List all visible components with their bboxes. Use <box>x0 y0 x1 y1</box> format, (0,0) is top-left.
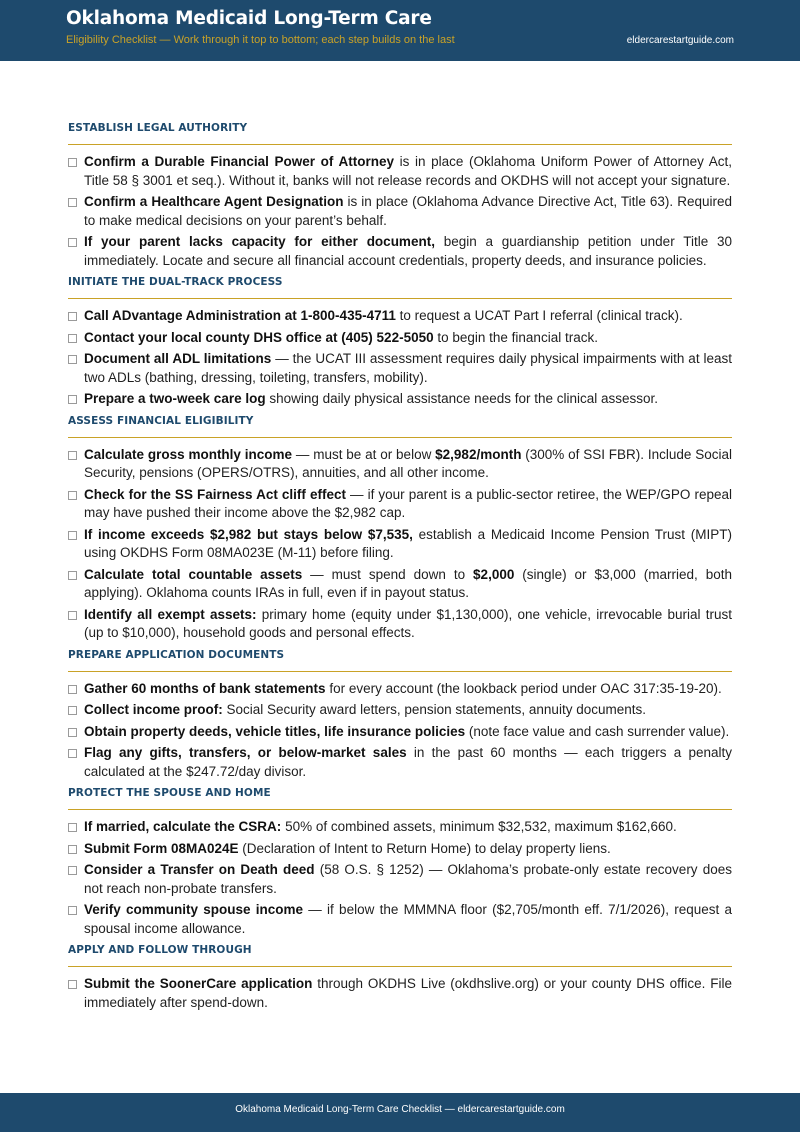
item-emphasis: $2,000 <box>473 566 515 582</box>
checklist-item <box>68 840 732 859</box>
checklist-item <box>68 723 732 742</box>
checkbox[interactable] <box>68 749 77 758</box>
checklist-section <box>68 122 732 270</box>
item-text <box>84 350 732 387</box>
item-emphasis: Call ADvantage Administration at 1-800-435-4711 <box>84 308 396 323</box>
item-emphasis: Calculate gross monthly income <box>84 446 293 462</box>
checklist-item <box>68 390 732 409</box>
checkbox[interactable] <box>68 531 77 540</box>
item-text <box>84 818 732 837</box>
section-title: ASSESS FINANCIAL ELIGIBILITY <box>68 415 732 438</box>
item-text <box>84 840 732 859</box>
checklist-item <box>68 680 732 699</box>
checklist-item <box>68 307 732 326</box>
page-footer <box>0 1093 800 1132</box>
page-subtitle: Eligibility Checklist — Work through it top to bottom; each step builds on the last <box>66 34 455 46</box>
checkbox[interactable] <box>68 706 77 715</box>
item-text <box>84 566 732 603</box>
item-text <box>84 901 732 938</box>
item-text <box>84 307 732 326</box>
item-detail: (Declaration of Intent to Return Home) to delay property liens. <box>238 840 611 856</box>
section-title: APPLY AND FOLLOW THROUGH <box>68 944 732 967</box>
item-emphasis: Prepare a two-week care log <box>84 391 266 406</box>
item-text <box>84 701 732 720</box>
item-detail: — if below the MMMNA floor ($2,705/month eff. 7/1/2026), request a spousal income allowance. <box>84 902 732 936</box>
item-detail: establish a Medicaid Income Pension Trust (MIPT) using OKDHS Form 08MA023E (M-11) before filing. <box>84 526 732 560</box>
item-detail: — if your parent is a public-sector retiree, the WEP/GPO repeal may have pushed their income above the $2,982 cap. <box>84 486 732 520</box>
checkbox[interactable] <box>68 906 77 915</box>
item-emphasis: Submit the SoonerCare application <box>84 976 313 991</box>
checkbox[interactable] <box>68 845 77 854</box>
checkbox[interactable] <box>68 451 77 460</box>
item-detail: to begin the financial track. <box>433 329 598 345</box>
item-detail: — the UCAT III assessment requires daily physical impairments with at least two ADLs (bathing, dressing, toileting, transfers, mobility). <box>84 351 733 385</box>
checkbox[interactable] <box>68 491 77 500</box>
checklist-item <box>68 901 732 938</box>
item-detail: (58 O.S. § 1252) — Oklahoma’s probate-only estate recovery does not reach non-probate transfers. <box>84 862 732 896</box>
checklist-item <box>68 818 732 837</box>
item-detail: is in place (Oklahoma Uniform Power of Attorney Act, Title 58 § 3001 et seq.). Without it, banks will not release records and OKDHS will not accept your signature. <box>84 154 733 188</box>
item-text <box>84 193 732 230</box>
item-emphasis: Obtain property deeds, vehicle titles, life insurance policies <box>84 723 466 739</box>
item-detail: (single) or $3,000 (married, both applying). Oklahoma counts IRAs in full, even if in payout status. <box>84 566 732 600</box>
item-emphasis: Contact your local county DHS office at (405) 522-5050 <box>84 329 434 345</box>
item-text <box>84 329 732 348</box>
item-emphasis: If your parent lacks capacity for either document, <box>84 234 435 249</box>
item-emphasis: $2,982/month <box>435 446 522 462</box>
item-detail: primary home (equity under $1,130,000), one vehicle, irrevocable burial trust (up to $10,000), household goods and personal effects. <box>84 606 732 640</box>
checkbox[interactable] <box>68 866 77 875</box>
item-emphasis: If income exceeds $2,982 but stays below $7,535, <box>84 526 413 542</box>
checklist-item <box>68 233 732 270</box>
checkbox[interactable] <box>68 158 77 167</box>
item-emphasis: If married, calculate the CSRA: <box>84 819 282 834</box>
item-emphasis: Collect income proof: <box>84 702 223 717</box>
item-text <box>84 486 732 523</box>
item-detail: through OKDHS Live (okdhslive.org) or your county DHS office. File immediately after spend-down. <box>84 976 733 1010</box>
item-detail: (300% of SSI FBR). Include Social Security, pensions (OPERS/OTRS), annuities, and all other income. <box>84 446 732 480</box>
item-emphasis: Identify all exempt assets: <box>84 606 257 622</box>
item-emphasis: Verify community spouse income <box>84 902 304 917</box>
item-emphasis: Flag any gifts, transfers, or below-market sales <box>84 745 407 760</box>
item-text <box>84 153 732 190</box>
checkbox[interactable] <box>68 571 77 580</box>
item-detail: — must spend down to <box>302 566 474 582</box>
checklist-section <box>68 649 732 782</box>
item-detail: 50% of combined assets, minimum $32,532, maximum $162,660. <box>281 819 677 834</box>
checklist-item <box>68 329 732 348</box>
checklist <box>68 122 732 1018</box>
item-emphasis: Check for the SS Fairness Act cliff effect <box>84 486 346 502</box>
item-detail: (note face value and cash surrender value). <box>465 723 730 739</box>
checkbox[interactable] <box>68 980 77 989</box>
checkbox[interactable] <box>68 728 77 737</box>
checklist-section <box>68 944 732 1012</box>
item-emphasis: Confirm a Durable Financial Power of Attorney <box>84 154 395 169</box>
item-text <box>84 390 732 409</box>
checklist-item <box>68 861 732 898</box>
item-detail: for every account (the lookback period under OAC 317:35-19-20). <box>325 680 722 696</box>
checklist-item <box>68 193 732 230</box>
item-detail: to request a UCAT Part I referral (clinical track). <box>395 308 683 323</box>
item-text <box>84 680 732 699</box>
item-detail: — must be at or below <box>292 446 436 462</box>
item-text <box>84 446 732 483</box>
page-title: Oklahoma Medicaid Long-Term Care <box>66 8 432 29</box>
checklist-section <box>68 787 732 938</box>
site-name: eldercarestartguide.com <box>626 35 734 46</box>
item-detail: showing daily physical assistance needs for the clinical assessor. <box>265 391 659 406</box>
checkbox[interactable] <box>68 198 77 207</box>
section-title: PROTECT THE SPOUSE AND HOME <box>68 787 732 810</box>
item-text <box>84 744 732 781</box>
item-emphasis: Gather 60 months of bank statements <box>84 680 326 696</box>
checklist-item <box>68 526 732 563</box>
section-title: PREPARE APPLICATION DOCUMENTS <box>68 649 732 672</box>
item-emphasis: Calculate total countable assets <box>84 566 303 582</box>
checkbox[interactable] <box>68 355 77 364</box>
item-detail: begin a guardianship petition under Title 30 immediately. Locate and secure all financial account credentials, property deeds, and insurance policies. <box>84 234 732 268</box>
item-emphasis: Document all ADL limitations <box>84 351 272 366</box>
item-emphasis: Submit Form 08MA024E <box>84 840 239 856</box>
checklist-item <box>68 350 732 387</box>
checklist-item <box>68 744 732 781</box>
checkbox[interactable] <box>68 611 77 620</box>
item-text <box>84 723 732 742</box>
checkbox[interactable] <box>68 312 77 321</box>
item-detail: Social Security award letters, pension statements, annuity documents. <box>222 702 646 717</box>
checkbox[interactable] <box>68 685 77 694</box>
checkbox[interactable] <box>68 238 77 247</box>
item-text <box>84 606 732 643</box>
item-emphasis: Consider a Transfer on Death deed <box>84 862 315 877</box>
item-text <box>84 975 732 1012</box>
section-title: INITIATE THE DUAL-TRACK PROCESS <box>68 276 732 299</box>
checklist-item <box>68 701 732 720</box>
checklist-item <box>68 975 732 1012</box>
checklist-item <box>68 446 732 483</box>
checklist-item <box>68 606 732 643</box>
checklist-section <box>68 415 732 643</box>
item-emphasis: Confirm a Healthcare Agent Designation <box>84 194 344 209</box>
item-detail: in the past 60 months — each triggers a penalty calculated at the $247.72/day divisor. <box>84 745 732 779</box>
checkbox[interactable] <box>68 395 77 404</box>
item-text <box>84 233 732 270</box>
section-title: ESTABLISH LEGAL AUTHORITY <box>68 122 732 145</box>
item-detail: is in place (Oklahoma Advance Directive Act, Title 63). Required to make medical decisions on your parent’s behalf. <box>84 194 733 228</box>
checkbox[interactable] <box>68 823 77 832</box>
checklist-item <box>68 566 732 603</box>
item-text <box>84 526 732 563</box>
checklist-item <box>68 486 732 523</box>
checklist-item <box>68 153 732 190</box>
page-header <box>0 0 800 61</box>
footer-text: Oklahoma Medicaid Long-Term Care Checklist — eldercarestartguide.com <box>235 1104 565 1115</box>
item-text <box>84 861 732 898</box>
checklist-section <box>68 276 732 409</box>
checkbox[interactable] <box>68 334 77 343</box>
